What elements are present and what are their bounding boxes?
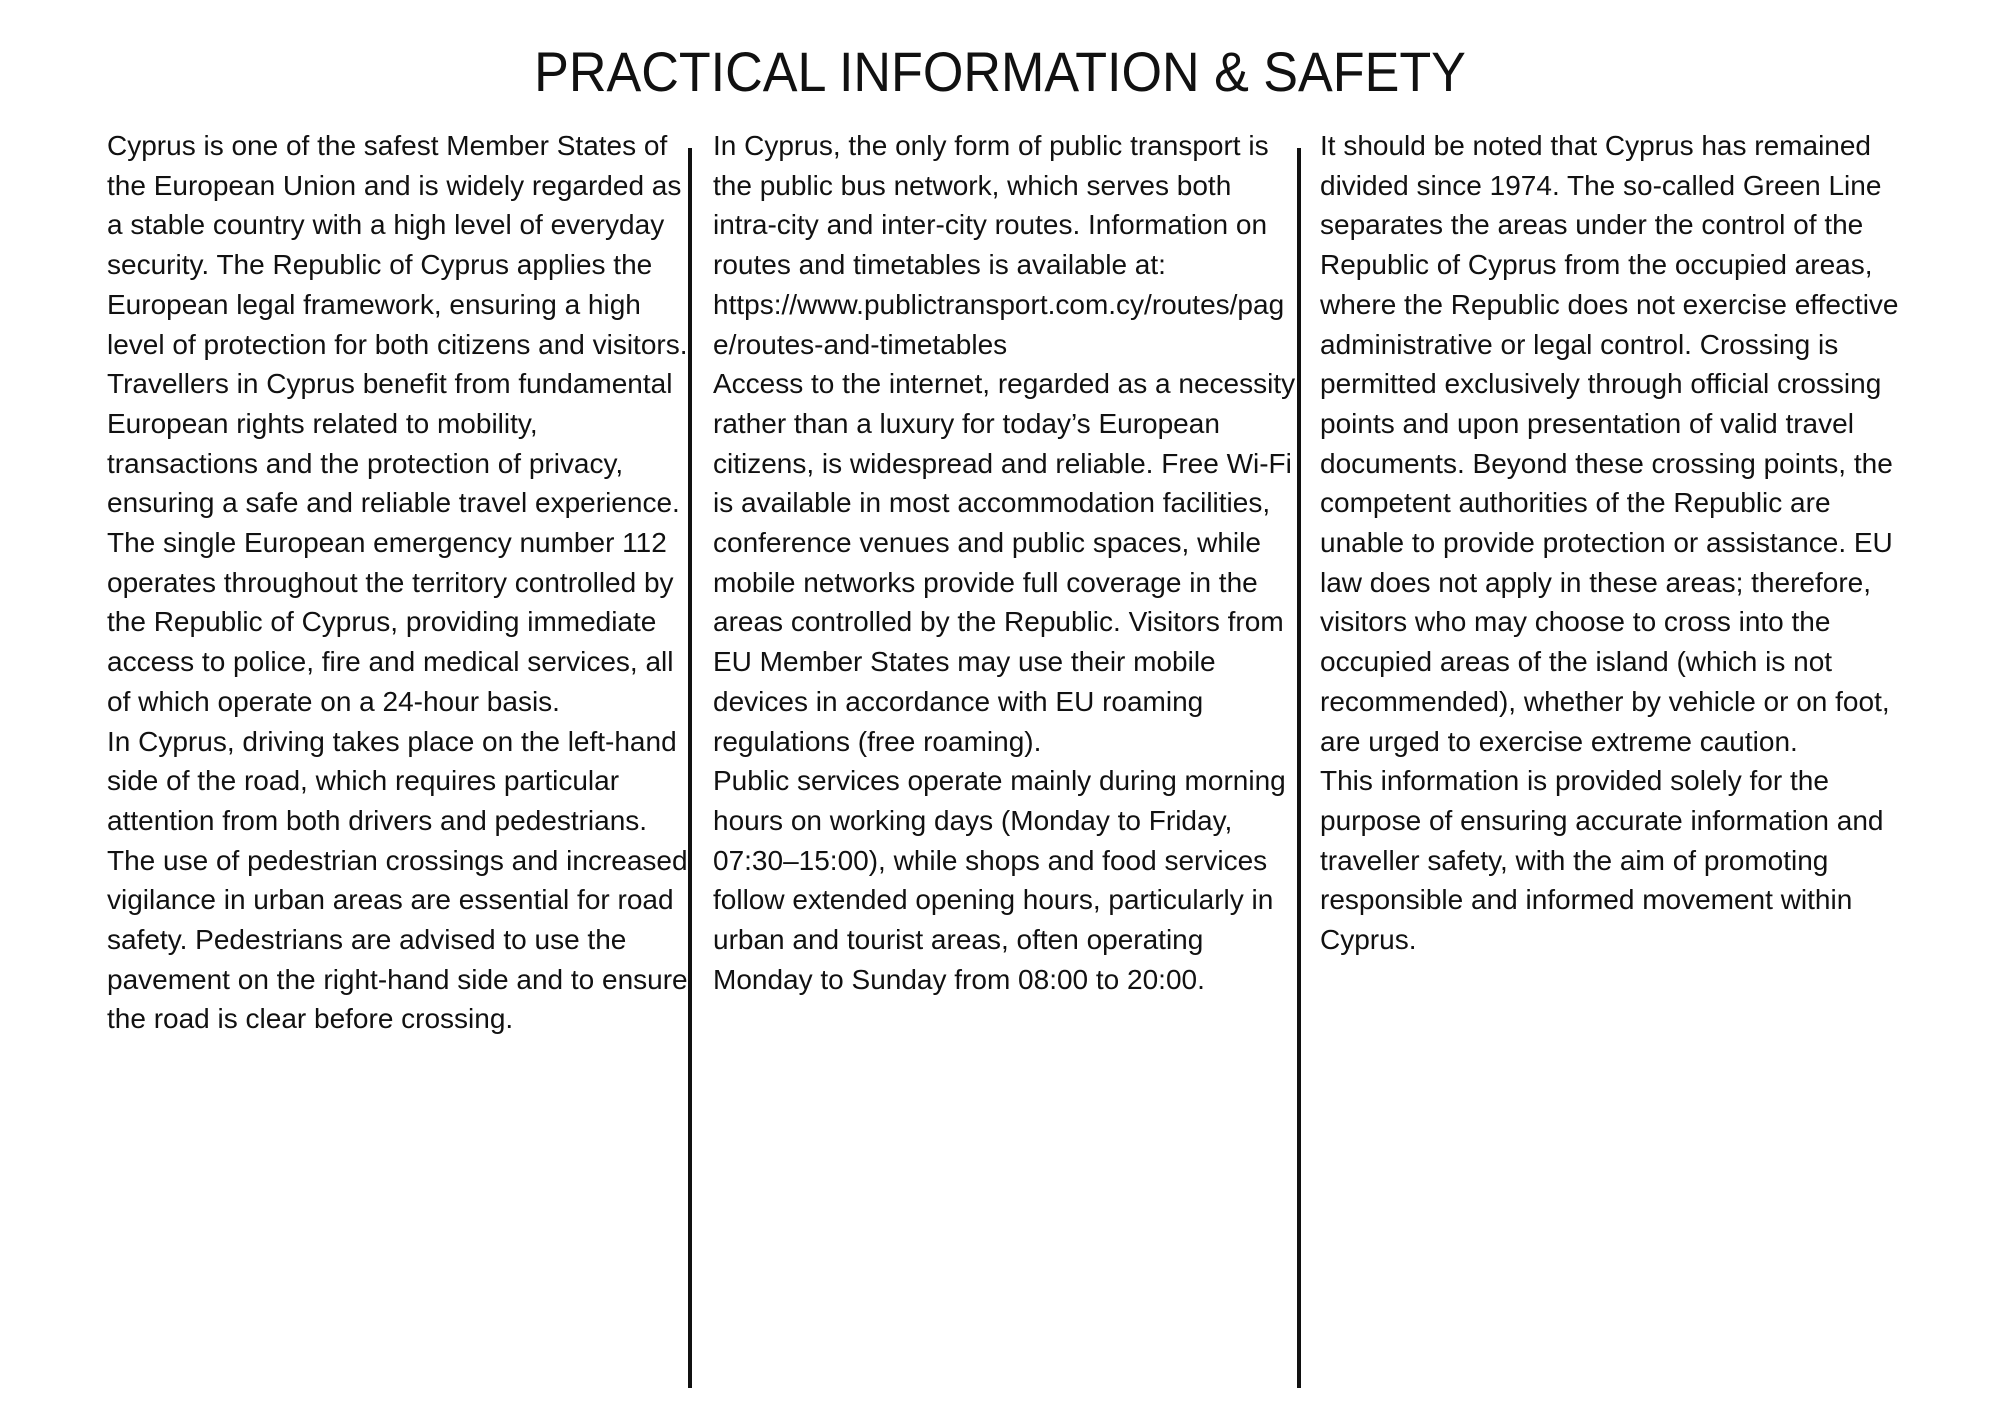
paragraph-safety-overview: Cyprus is one of the safest Member States of the European Union and is widely regarded as a stable country with a high level of everyday security. The Republic of Cyprus applies the European legal framework, ensuring a high level of protection for both citizens and visitors. Travellers in Cyprus benefit from fundamental European rights related to mobility, transactions and the protection of privacy, ensuring a safe and reliable travel experience. (107, 130, 688, 519)
paragraph-internet-access: Access to the internet, regarded as a necessity rather than a luxury for today’s European citizens, is widespread and reliable. Free Wi-Fi is available in most accommodation facilities, conference venues and public spaces, while mobile networks provide full coverage in the areas controlled by the Republic. Visitors from EU Member States may use their mobile devices in accordance with EU roaming regulations (free roaming). (713, 368, 1296, 757)
transport-timetables-link[interactable]: https://www.publictransport.com.cy/routes/page/routes-and-timetables (713, 288, 1285, 360)
paragraph-opening-hours: Public services operate mainly during morning hours on working days (Monday to Friday, 07:30–15:00), while shops and food services follow extended opening hours, particularly in urban and tourist areas, often operating Monday to Sunday from 08:00 to 20:00. (713, 765, 1286, 995)
paragraph-road-safety: In Cyprus, driving takes place on the left-hand side of the road, which requires particular attention from both drivers and pedestrians. The use of pedestrian crossings and increased vigilance in urban areas are essential for road safety. Pedestrians are advised to use the pavement on the right-hand side and to ensure the road is clear before crossing. (107, 725, 688, 1035)
paragraph-public-transport: In Cyprus, the only form of public transport is the public bus network, which serves both intra-city and inter-city routes. Information on routes and timetables is available at: (713, 130, 1269, 281)
column-divider (1297, 148, 1301, 1388)
paragraph-green-line: It should be noted that Cyprus has remained divided since 1974. The so-called Green Line separates the areas under the control of the Republic of Cyprus from the occupied areas, where the Republic does not exercise effective administrative or legal control. Crossing is permitted exclusively through official crossing points and upon presentation of valid travel documents. Beyond these crossing points, the competent authorities of the Republic are unable to provide protection or assistance. EU law does not apply in these areas; therefore, visitors who may choose to cross into the occupied areas of the island (which is not recommended), whether by vehicle or on foot, are urged to exercise extreme caution. (1320, 130, 1899, 757)
column-general-safety (107, 126, 692, 1039)
page-title: PRACTICAL INFORMATION & SAFETY (534, 40, 1466, 103)
paragraph-emergency-number: The single European emergency number 112 operates throughout the territory controlled by the Republic of Cyprus, providing immediate access to police, fire and medical services, all of which operate on a 24-hour basis. (107, 527, 674, 717)
column-divider (688, 148, 692, 1388)
column-division-notice (1320, 126, 1910, 960)
column-services (713, 126, 1298, 999)
paragraph-disclaimer: This information is provided solely for the purpose of ensuring accurate information and traveller safety, with the aim of promoting responsible and informed movement within Cyprus. (1320, 765, 1884, 956)
